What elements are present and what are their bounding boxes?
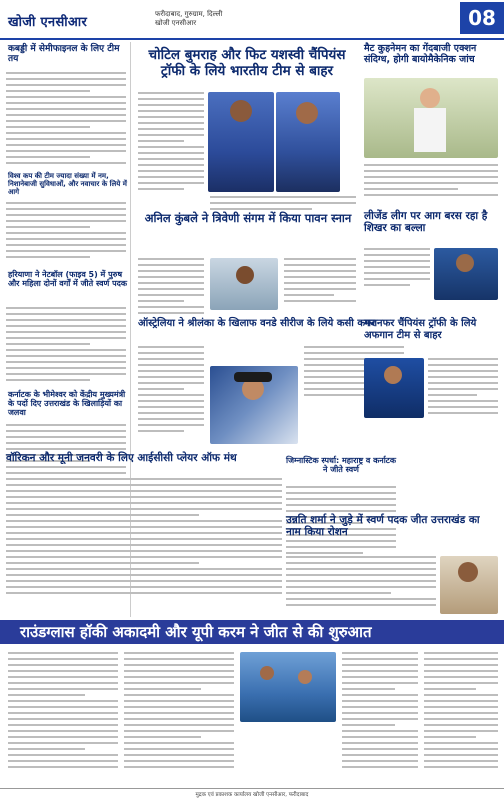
uttarakhand-text [286,556,436,610]
masthead [0,0,504,40]
masthead-rule [0,38,504,40]
headline-uttarakhand: उन्नति शर्मा ने जुड़े में स्वर्ण पदक जीत उत्तराखंड का नाम किया रोशन [286,514,480,539]
yashasvi-photo [276,92,340,192]
australia-text-left [138,346,204,436]
masthead-meta [155,10,355,28]
headline-karnataka: कर्नाटक के भीमेश्वर को केंद्रीय मुख्यमंत्री के पदों दिए उत्तराखंड के खिलाड़ियों का जलवा [8,390,126,418]
kuhnemann-photo [364,78,498,158]
kumble-photo [210,258,278,310]
masthead-meta-line: फरीदाबाद, गुरुग्राम, दिल्ली [155,10,223,18]
text-block [6,307,126,385]
gazanfar-photo [364,358,424,418]
hockey-text-4 [424,652,498,772]
headline-kumble: अनिल कुंबले ने त्रिवेणी संगम में किया पावन स्नान [144,211,352,225]
icc-text [6,478,282,598]
headline-gazanfar: गजनफर चैंपियंस ट्रॉफी के लिये अफगान टीम से बाहर [364,318,477,341]
headline-icc: वॉरिकन और मूनी जनवरी के लिए आईसीसी प्लेयर ऑफ मंथ [6,452,237,464]
headline-vishwa: विश्व कप की टीम ज्यादा संख्या में नम, निशानेबाजी सुविधाओं, और नवाचार के लिये में आगे [8,172,127,197]
masthead-meta-line: खोजी एनसीआर [155,19,197,27]
gazanfar-text [428,358,498,418]
headline-australia: ऑस्ट्रेलिया ने श्रीलंका के खिलाफ वनडे सीरीज के लिये कसी कमर [138,318,376,329]
bumrah-photo [208,92,274,192]
headline-hockey: राउंडग्लास हॉकी अकादमी और यूपी करम ने जीत से की शुरुआत [20,623,372,641]
text-block [6,72,126,168]
headline-legend: लीजेंड लीग पर आग बरस रहा है शिखर का बल्ला [364,210,488,235]
australia-photo [210,366,298,444]
headline-gymnastics: जिम्नास्टिक स्पर्धा: महाराष्ट्र व कर्नाटक ने जीते स्वर्ण [286,456,396,475]
hockey-photo [240,652,336,722]
page-number: 08 [460,2,504,34]
shikhar-photo [434,248,498,300]
text-block [6,202,126,262]
headline-kabaddi: कबड्डी में सेमीफाइनल के लिए टीम तय [8,44,120,65]
lead-text-left [138,92,204,194]
hockey-text-2 [124,652,234,772]
kuhnemann-text [364,164,498,200]
brand-name: खोजी एनसीआर [8,15,88,30]
hockey-text-3 [342,652,418,772]
legend-text [364,248,430,290]
headline-haryana: हरियाणा ने नेटबॉल (फाइव 5) में पुरुष और महिला दोनों वर्गों में जीते स्वर्ण पदक [8,270,128,289]
kumble-text-2 [284,258,356,306]
headline-lead: चोटिल बुमराह और फिट यशस्वी चैंपियंस ट्रॉफी के लिये भारतीय टीम से बाहर [148,47,346,79]
footer-imprint: मुद्रक एवं प्रकाशक कार्यालय खोजी एनसीआर, फरीदाबाद [0,788,504,801]
unnati-photo [440,556,498,614]
hockey-text-1 [8,652,118,772]
kumble-text [138,258,204,318]
headline-kuhnemann: मैट कुहनेमन का गेंदबाजी एक्शन संदिग्ध, होगी बायोमैकेनिक जांच [364,43,477,65]
